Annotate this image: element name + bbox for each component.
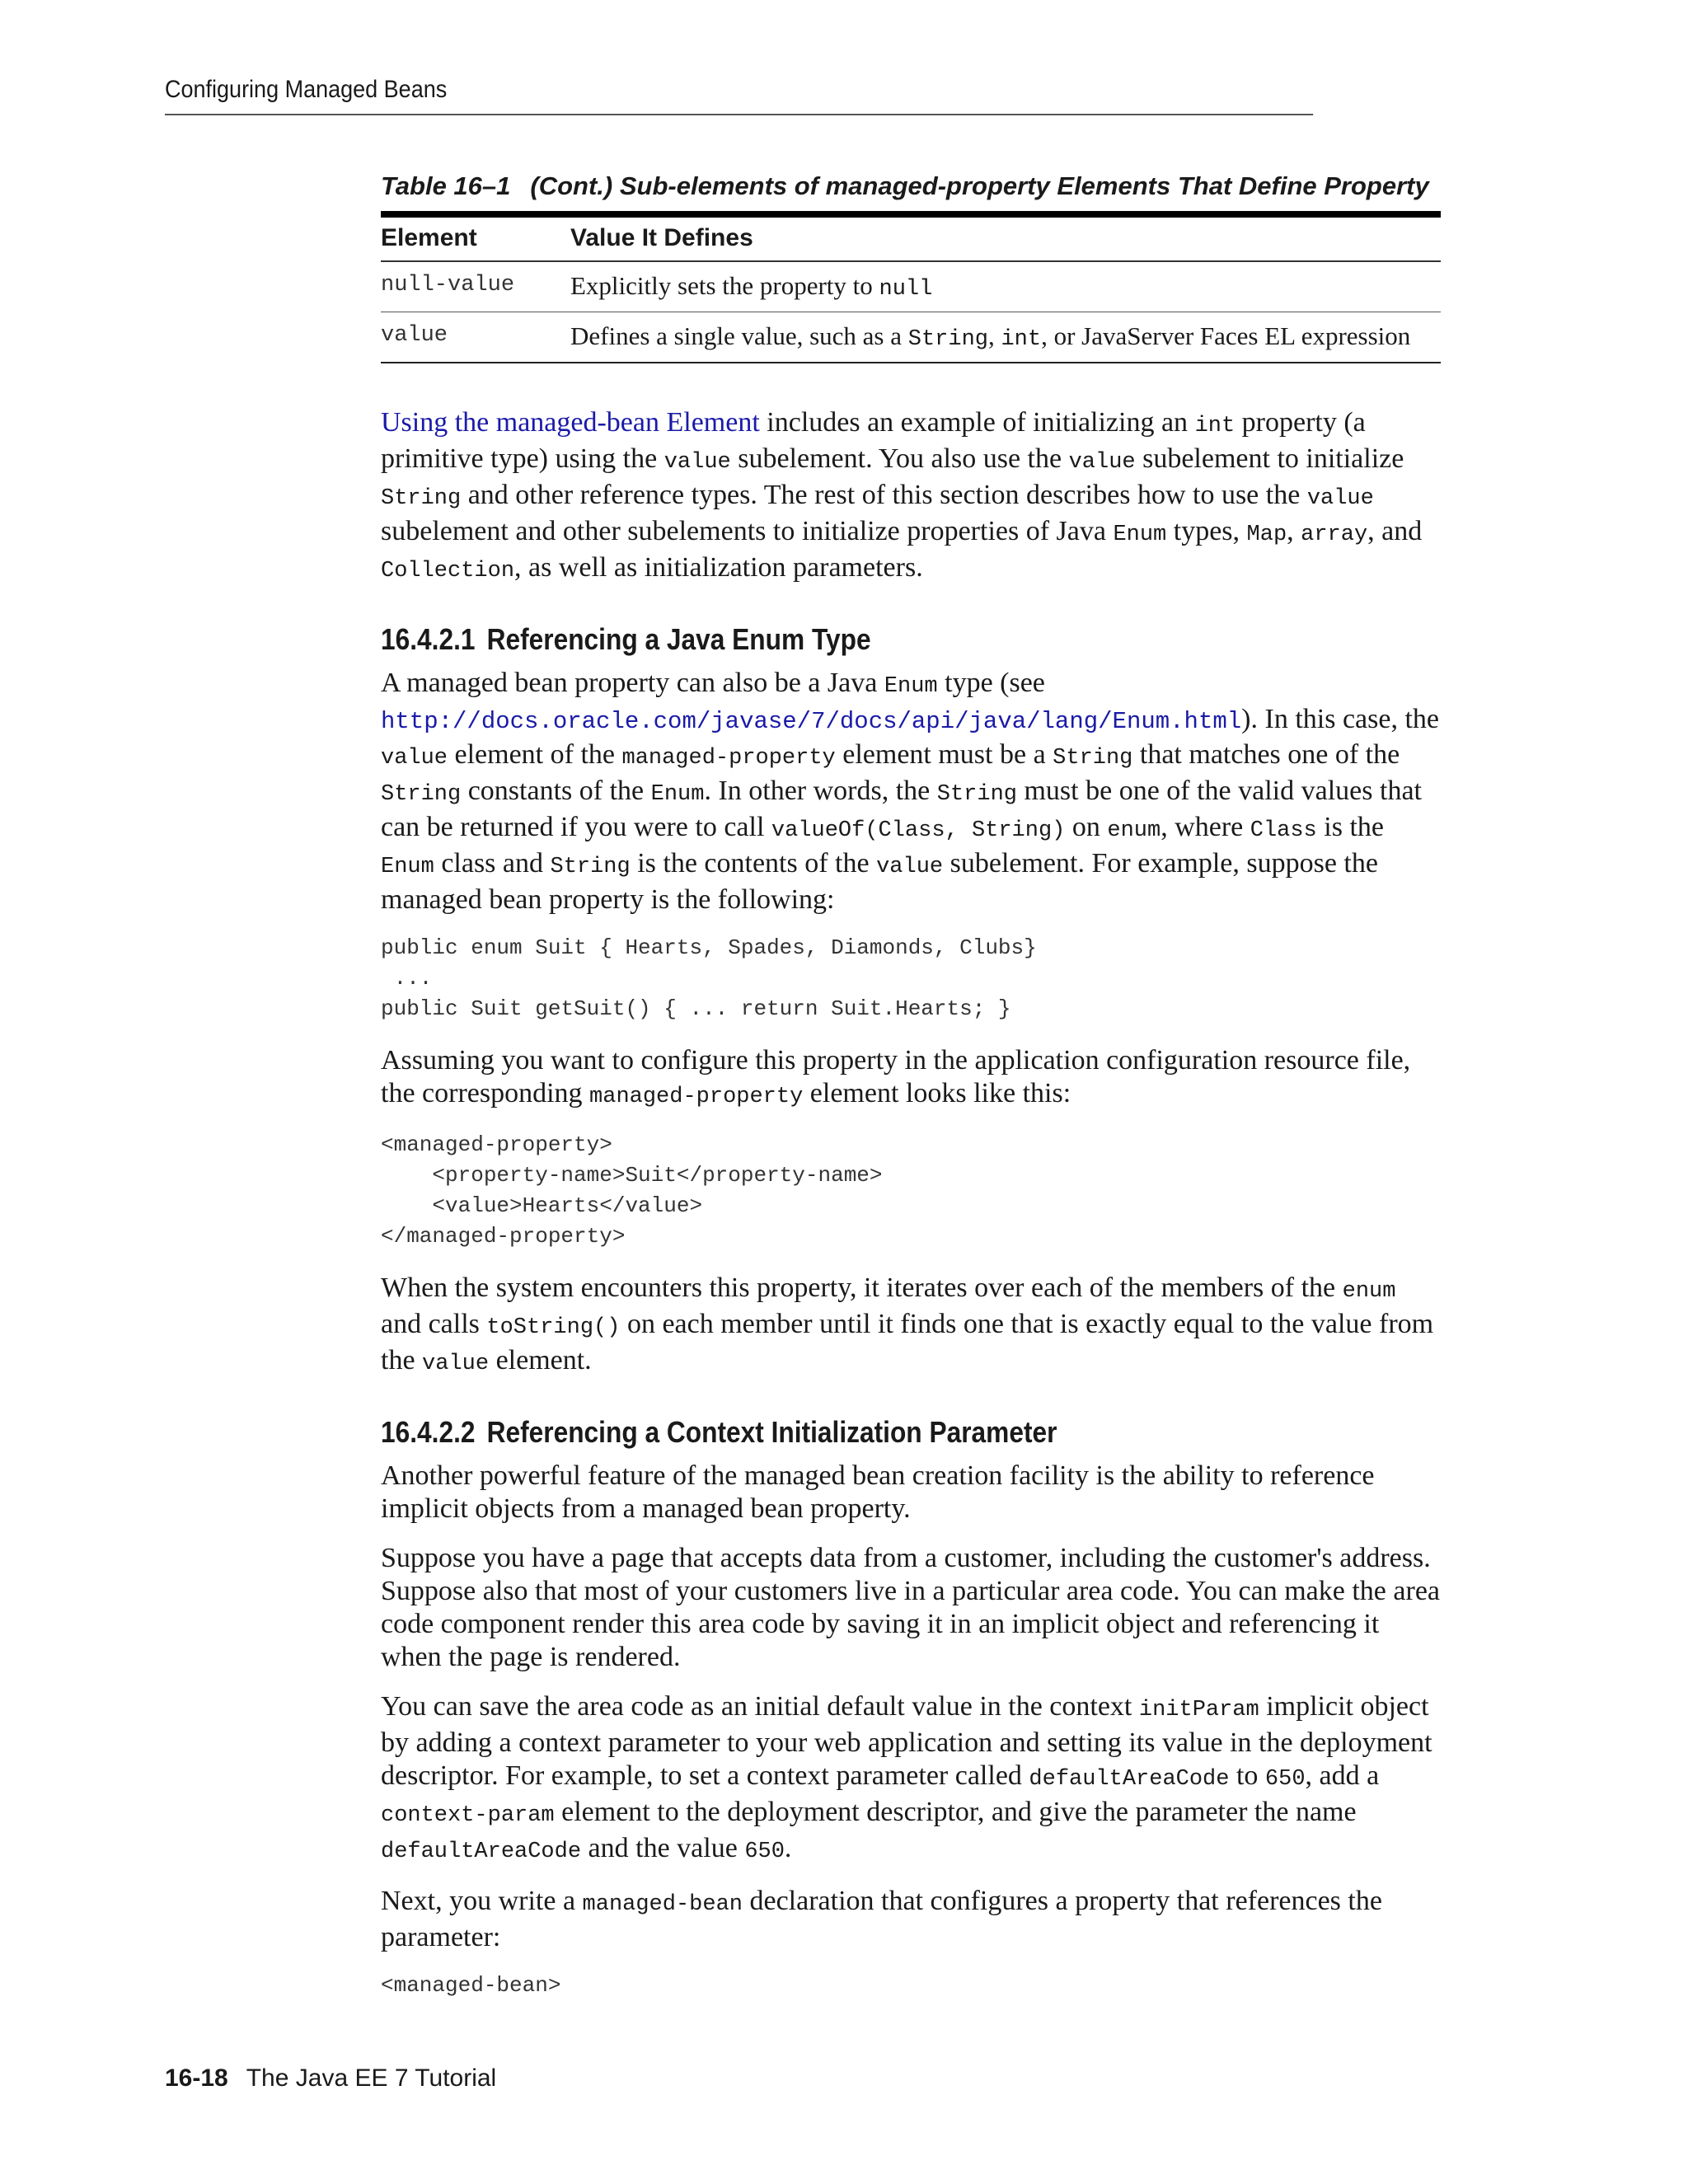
enum-paragraph-3: When the system encounters this property, it iterates over each of the members of the enum and calls toString() on each member until it finds one that is exactly equal to the value from the value element. [381,1272,1434,1376]
table-title: (Cont.) Sub-elements of managed-property Elements That Define Property [530,171,1429,200]
page-number: 16-18 [165,2064,228,2092]
section-heading-context-param: 16.4.2.2 Referencing a Context Initialization Parameter [381,1415,1057,1449]
section-heading-enum: 16.4.2.1 Referencing a Java Enum Type [381,622,871,656]
managed-bean-element-link[interactable]: Using the managed-bean Element [381,407,760,438]
page-content [381,171,1441,2021]
element-cell: value [381,312,570,363]
table-row [381,312,1441,363]
sub-elements-table [381,211,1441,363]
page-footer [165,2064,496,2093]
context-paragraph-2: Suppose you have a page that accepts data from a customer, including the customer's address. Suppose also that most of your customers live in a particular area code. You can make the area code component render this area code by saving it in an implicit object and referencing it when the page is rendered. [381,1543,1440,1672]
running-title: Configuring Managed Beans [165,76,448,103]
code-block-managed-bean: <managed-bean> [381,1973,561,1998]
enum-paragraph-1: A managed bean property can also be a Java Enum type (see http://docs.oracle.com/javase/7/docs/api/java/lang/Enum.html). In this case, the value element of the managed-property element must be a String that matches one of the String constants of the Enum. In other words, the String must be one of the valid values that can be returned if you were to call valueOf(Class, String) on enum, where Class is the Enum class and String is the contents of the value subelement. For example, suppose the managed bean property is the following: [381,668,1439,915]
table-caption [381,171,1441,201]
running-header [165,76,1313,115]
value-cell: Explicitly sets the property to null [570,271,933,302]
enum-javadoc-link[interactable]: http://docs.oracle.com/javase/7/docs/api/java/lang/Enum.html [381,708,1242,735]
column-header-element: Element [381,214,570,261]
element-cell: null-value [381,273,515,298]
context-paragraph-3: You can save the area code as an initial default value in the context initParam implicit object by adding a context parameter to your web application and setting its value in the deployment descriptor. For example, to set a context parameter called defaultAreaCode to 650, add a context-param element to the deployment descriptor, and give the parameter the name defaultAreaCode and the value 650. [381,1691,1432,1864]
code-block-managed-property: <managed-property> <property-name>Suit</property-name> <value>Hearts</value> </managed-property> [381,1132,883,1249]
column-header-value: Value It Defines [570,214,1441,261]
context-paragraph-1: Another powerful feature of the managed bean creation facility is the ability to reference implicit objects from a managed bean property. [381,1460,1375,1524]
enum-paragraph-2: Assuming you want to configure this property in the application configuration resource file, the corresponding managed-property element looks like this: [381,1045,1411,1109]
code-block-enum: public enum Suit { Hearts, Spades, Diamonds, Clubs} ... public Suit getSuit() { ... return Suit.Hearts; } [381,935,1037,1021]
table-row [381,261,1441,312]
book-title: The Java EE 7 Tutorial [246,2064,497,2092]
context-paragraph-4: Next, you write a managed-bean declaration that configures a property that references the parameter: [381,1886,1382,1952]
intro-paragraph: Using the managed-bean Element includes an example of initializing an int property (a primitive type) using the value subelement. You also use the value subelement to initialize String and other reference types. The rest of this section describes how to use the value subelement and other subelements to initialize properties of Java Enum types, Map, array, and Collection, as well as initialization parameters. [381,407,1423,583]
value-cell: Defines a single value, such as a String, int, or JavaServer Faces EL expression [570,312,1441,363]
table-label: Table 16–1 [381,171,511,200]
